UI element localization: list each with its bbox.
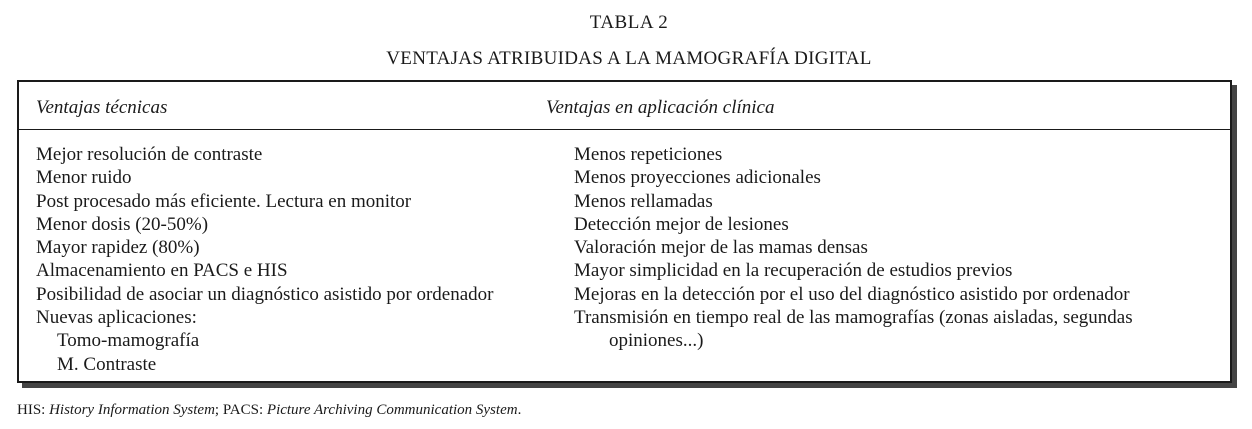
list-subitem: Tomo-mamografía: [57, 330, 200, 352]
list-item: Menor ruido: [36, 167, 132, 189]
list-item: Mayor rapidez (80%): [36, 237, 200, 259]
list-item: Mejoras en la detección por el uso del diagnóstico asistido por ordenador: [574, 283, 1130, 305]
table-title: VENTAJAS ATRIBUIDAS A LA MAMOGRAFÍA DIGITAL: [386, 48, 872, 69]
footnote-his-full: History Information System: [49, 402, 215, 418]
table-number: TABLA 2: [589, 12, 669, 33]
technical-advantages-column: [36, 143, 556, 376]
footnote-separator: ;: [214, 402, 220, 418]
footnote-end: .: [517, 402, 522, 418]
list-item: Mayor simplicidad en la recuperación de estudios previos: [574, 260, 1013, 282]
table-header-row: [19, 82, 1230, 130]
list-subitem: M. Contraste: [57, 353, 157, 375]
list-item: Almacenamiento en PACS e HIS: [36, 260, 288, 282]
list-item: Valoración mejor de las mamas densas: [574, 237, 868, 259]
list-item: Posibilidad de asociar un diagnóstico asistido por ordenador: [36, 283, 494, 305]
table-footnote: [17, 402, 521, 419]
footnote-his-abbr: HIS:: [17, 402, 46, 418]
header-clinical-advantages: Ventajas en aplicación clínica: [546, 97, 775, 118]
clinical-advantages-column: [574, 143, 1214, 353]
table-frame: [17, 80, 1232, 383]
list-item: Menos proyecciones adicionales: [574, 167, 821, 189]
footnote-pacs-abbr: PACS:: [222, 402, 264, 418]
list-item: Post procesado más eficiente. Lectura en monitor: [36, 190, 412, 212]
header-technical-advantages: Ventajas técnicas: [36, 97, 168, 118]
list-item: Menos repeticiones: [574, 144, 723, 165]
list-item: Mejor resolución de contraste: [36, 144, 263, 165]
list-item: Transmisión en tiempo real de las mamografías (zonas aisladas, segundas opiniones...): [574, 307, 1133, 352]
list-item: Menos rellamadas: [574, 190, 713, 212]
footnote-pacs-full: Picture Archiving Communication System: [266, 402, 518, 418]
list-item: Menor dosis (20-50%): [36, 213, 209, 235]
list-item: Nuevas aplicaciones:: [36, 307, 197, 329]
list-item: Detección mejor de lesiones: [574, 213, 789, 235]
